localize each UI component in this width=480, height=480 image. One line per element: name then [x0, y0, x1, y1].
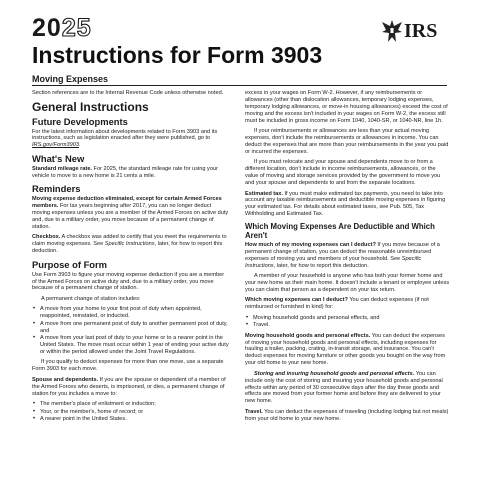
right-column	[245, 90, 450, 426]
household-goods-text: Moving household goods and personal effects. You can deduct the expenses of moving your household goods and personal effects, including expenses for hauling a trailer, packing, crating, in-transit storage, and insurance. You can't deduct expenses for moving furniture or other goods you bought on the way from your old home to your new home.	[245, 332, 446, 367]
reimbursement-less-text: If your reimbursements or allowances are less than your actual moving expenses, don't include the reimbursements or allowances in income. You can deduct the expenses that are more than your reimbursements in the year you paid or incurred the expenses.	[245, 128, 449, 155]
purpose-heading: Purpose of Form	[32, 258, 108, 270]
future-developments-text: For the latest information about developments related to Form 3903 and its instructions, such as legislation enacted after they were published, go to IRS.gov/Form3903.	[32, 128, 218, 149]
list-item: • A move from your last post of duty to your home or to a nearer point in the United States. The move must occur within 1 year of ending your active duty or within the period allowed under the Joint Travel Regulations.	[40, 335, 230, 356]
list-item: • A move from your home to your first post of duty when appointed, reappointed, reinstated, or inducted.	[40, 306, 230, 320]
purpose-text: Use Form 3903 to figure your moving expense deduction if you are a member of the Armed Forces on active duty and, due to a military order, you move because of a permanent change of station.	[32, 271, 225, 292]
mileage-text: Standard mileage rate. For 2025, the standard mileage rate for using your vehicle to move to a new home is 21 cents a mile.	[32, 165, 218, 179]
list-item: • The member's place of enlistment or induction;	[40, 401, 230, 408]
which-deduct-text: Which moving expenses can I deduct? You can deduct expenses (if not reimbursed or furnished in kind) for:	[245, 297, 429, 311]
irs-eagle-logo-icon	[380, 18, 404, 44]
form-year-outline: 25	[61, 14, 92, 42]
irs-logo-text: IRS	[404, 20, 438, 42]
reimbursement-text: excess in your wages on Form W-2. However, if any reimbursements or allowances (other than dislocation allowances, temporary lodging expenses, temporary lodging allowances, or move-in housing allowances) exceed the cost of moving and the excess isn't included in your wages on Form W-2, the excess still must be included in gross income on Form 1040, 1040-SR, or 1040-NR, line 1h.	[245, 90, 448, 124]
storage-text: Storing and insuring household goods and personal effects. You can include only the cost of storing and insuring your household goods and personal effects within any period of 30 consecutive days after the day these goods and effects are moved from your former home and before they are delivered to your new home.	[245, 370, 443, 405]
list-item: • Your, or the member's, home of record; or	[40, 409, 230, 416]
pcs-intro-text: A permanent change of station includes:	[41, 295, 141, 302]
list-item: • Travel.	[253, 322, 450, 329]
travel-text: Travel. You can deduct the expenses of traveling (including lodging but not meals) from your old home to your new home.	[245, 408, 449, 422]
household-text: A member of your household is anyone who has both your former home and your new home as their main home. It doesn't include a tenant or employee unless you can claim that person as a dependent on your tax return.	[245, 273, 450, 293]
estimated-tax-text: Estimated tax. If you must make estimated tax payments, you need to take into account any taxable reimbursements and deductible moving expenses in figuring your estimated tax. For details about estimated taxes, see Pub. 505, Tax Withholding and Estimated Tax.	[245, 190, 446, 218]
future-developments-heading: Future Developments	[32, 115, 128, 127]
irs-logo	[380, 18, 444, 46]
list-item: • A nearer point in the United States.	[40, 416, 230, 423]
header-divider	[32, 85, 447, 86]
intro-text: Section references are to the Internal Revenue Code unless otherwise noted.	[32, 90, 224, 96]
general-instructions-heading: General Instructions	[32, 99, 149, 114]
list-item: • Moving household goods and personal effects, and	[253, 315, 450, 322]
reminder-deduction-text: Moving expense deduction eliminated, except for certain Armed Forces members. For tax years beginning after 2017, you can no longer deduct moving expenses unless you are a member of the Armed Forces on active duty and, due to a military order, you move because of a permanent change of station.	[32, 196, 229, 230]
form3903-link[interactable]: IRS.gov/Form3903	[32, 142, 79, 149]
page-title: Instructions for Form 3903	[32, 42, 323, 68]
deductible-list	[245, 315, 450, 329]
spouse-text: Spouse and dependents. If you are the spouse or dependent of a member of the Armed Forces who deserts, is imprisoned, or dies, a permanent change of station for you includes a move to:	[32, 376, 226, 397]
reminders-heading: Reminders	[32, 183, 81, 195]
how-much-text: How much of my moving expenses can I deduct? If you move because of a permanent change of station, you can deduct the reasonable unreimbursed expenses of moving you and members of your household. See Specific Instructions, later, for how to report this deduction.	[245, 241, 440, 269]
pcs-list	[32, 306, 230, 355]
list-item: • A move from one permanent post of duty to another permanent post of duty, and	[40, 321, 230, 335]
left-column	[32, 90, 230, 426]
page-subtitle: Moving Expenses	[32, 74, 109, 84]
spouse-list	[32, 401, 230, 423]
relocate-text: If you must relocate and your spouse and dependents move to or from a different location, don't include in income reimbursements, allowances, or the value of moving and storage services provided by the government to move you and your spouse and dependents to and from the separate locations.	[245, 159, 441, 187]
qualify-text: If you qualify to deduct expenses for more than one move, use a separate Form 3903 for each move.	[32, 359, 224, 373]
reminder-checkbox-text: Checkbox. A checkbox was added to certify that you meet the requirements to claim moving expenses. See Specific Instructions, later, for how to report this deduction.	[32, 234, 227, 255]
which-expenses-heading: Which Moving Expenses Are Deductible and Which Aren't	[245, 221, 435, 240]
form-year-bold: 20	[32, 14, 62, 42]
form-year	[32, 16, 92, 40]
whats-new-heading: What's New	[32, 152, 85, 164]
